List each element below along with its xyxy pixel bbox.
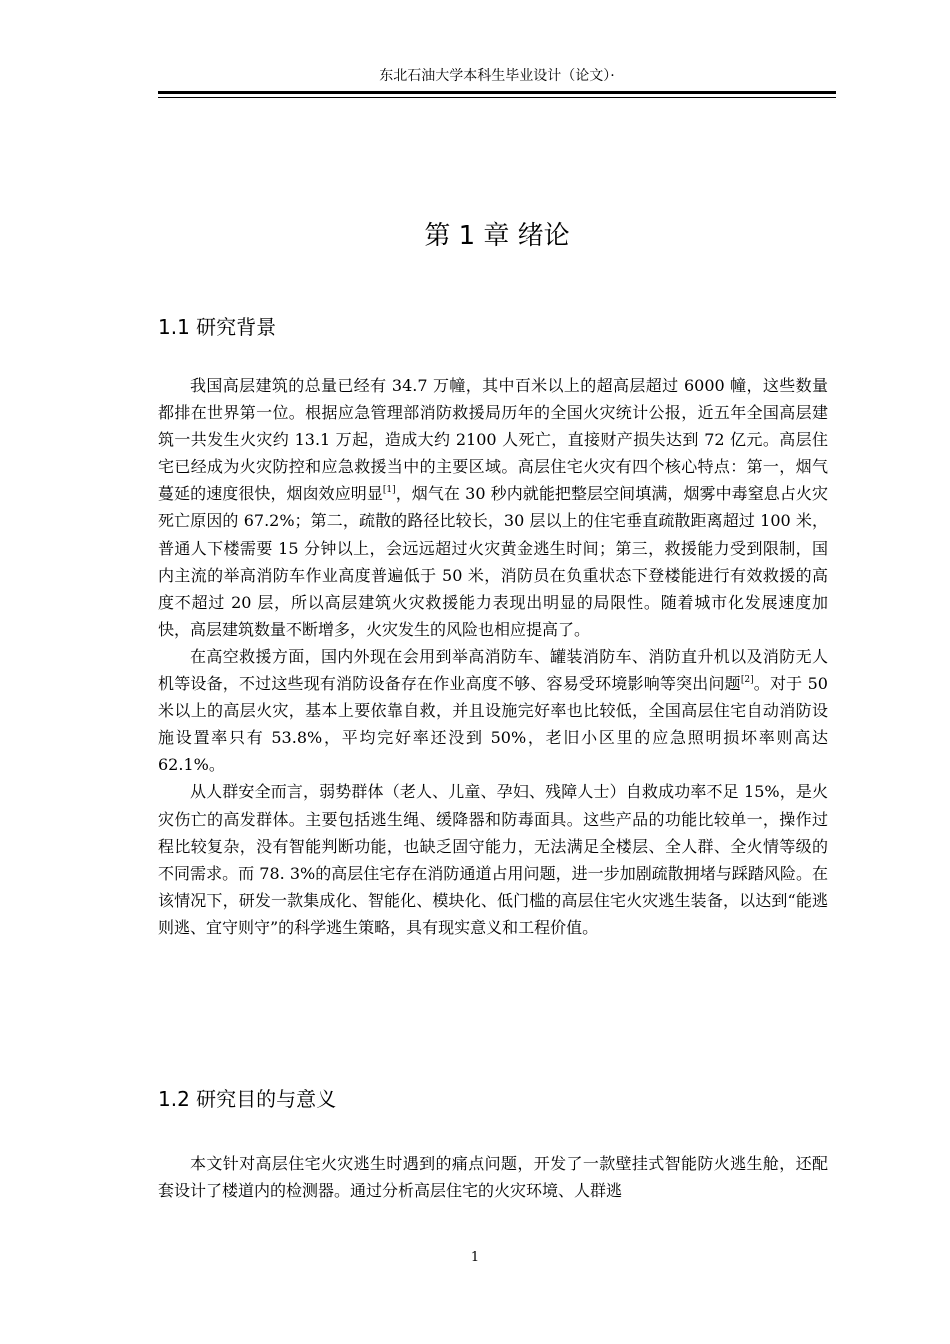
section-heading-1-2: 1.2 研究目的与意义 [158, 1087, 337, 1111]
header-rule-thick [158, 91, 836, 94]
chapter-title: 第 1 章 绪论 [424, 221, 570, 251]
page-number: 1 [470, 1250, 480, 1265]
paragraph: 从人群安全而言，弱势群体（老人、儿童、孕妇、残障人士）自救成功率不足 15%，是火灾伤亡的高发群体。主要包括逃生绳、缓降器和防毒面具。这些产品的功能比较单一，操作过程比较复杂，没有智能判断功能，也缺乏固守能力，无法满足全楼层、全人群、全火情等级的不同需求。而 78. 3%的高层住宅存在消防通道占用问题，进一步加剧疏散拥堵与踩踏风险。在该情况下，研发一款集成化、智能化、模块化、低门槛的高层住宅火灾逃生装备，以达到“能逃则逃、宜守则守”的科学逃生策略，具有现实意义和工程价值。 [158, 782, 828, 937]
section-1-1-body [158, 372, 828, 941]
paragraph: 我国高层建筑的总量已经有 34.7 万幢，其中百米以上的超高层超过 6000 幢，这些数量都排在世界第一位。根据应急管理部消防救援局历年的全国火灾统计公报，近五年全国高层建筑一共发生火灾约 13.1 万起，造成大约 2100 人死亡，直接财产损失达到 72 亿元。高层住宅已经成为火灾防控和应急救援当中的主要区域。高层住宅火灾有四个核心特点：第一，烟气蔓延的速度很快，烟囱效应明显[1]，烟气在 30 秒内就能把整层空间填满，烟雾中毒窒息占火灾死亡原因的 67.2%；第二，疏散的路径比较长，30 层以上的住宅垂直疏散距离超过 100 米，普通人下楼需要 15 分钟以上，会远远超过火灾黄金逃生时间；第三，救援能力受到限制，国内主流的举高消防车作业高度普遍低于 50 米，消防员在负重状态下登楼能进行有效救援的高度不超过 20 层，所以高层建筑火灾救援能力表现出明显的局限性。随着城市化发展速度加快，高层建筑数量不断增多，火灾发生的风险也相应提高了。 [158, 376, 828, 639]
section-1-2-body [158, 1150, 828, 1204]
paragraph: 本文针对高层住宅火灾逃生时遇到的痛点问题，开发了一款壁挂式智能防火逃生舱，还配套设计了楼道内的检测器。通过分析高层住宅的火灾环境、人群逃 [158, 1154, 828, 1201]
header-rule-thin [158, 97, 836, 98]
paragraph: 在高空救援方面，国内外现在会用到举高消防车、罐装消防车、消防直升机以及消防无人机等设备，不过这些现有消防设备存在作业高度不够、容易受环境影响等突出问题[2]。对于 50 米以上的高层火灾，基本上要依靠自救，并且设施完好率也比较低，全国高层住宅自动消防设施设置率只有 53.8%，平均完好率还没到 50%，老旧小区里的应急照明损坏率则高达 62.1%。 [158, 646, 828, 775]
citation-ref: [2] [740, 675, 754, 686]
citation-ref: [1] [382, 485, 396, 496]
section-heading-1-1: 1.1 研究背景 [158, 315, 277, 339]
running-header: 东北石油大学本科生毕业设计（论文）· [379, 68, 615, 84]
